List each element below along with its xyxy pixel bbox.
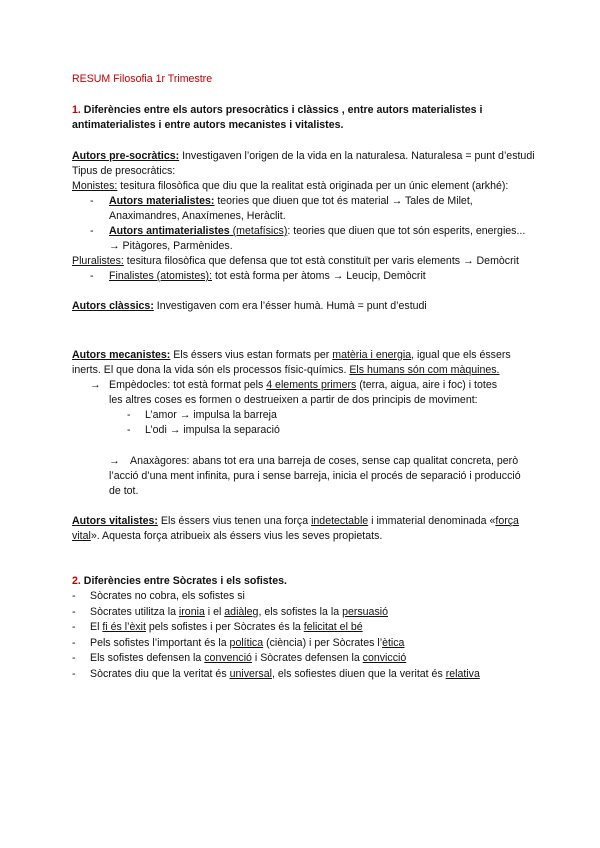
antimaterialistes-text: : teories que diuen que tot són esperits, energies... [287,225,526,237]
empedocles-text-a: Empèdocles: tot està format pels [109,379,267,391]
vitalistes-label: Autors vitalistes: [72,515,158,527]
anaxagores-line2: l’acció d’una ment infinita, pura i sense barreja, inicia el procés de separació i producció [109,470,521,482]
arrow-icon: → [109,455,120,467]
vitalistes-line2 [72,529,382,543]
materialistes-line1 [109,194,473,208]
classics-paragraph [72,299,427,313]
list-item [90,651,406,665]
list-item [90,636,404,650]
list-item [90,605,388,619]
term-fi-exit: fi és l’èxit [102,621,146,633]
section-1-heading [72,103,528,117]
section-2-number: 2. [72,575,81,587]
list-item-text: , els sofiestes diuen que la veritat és [271,668,446,680]
monistes-paragraph [72,179,508,193]
classics-label: Autors clàssics: [72,300,154,312]
term-adialeg: adiàleg [224,606,259,618]
bullet-dash: - [90,270,94,282]
mecanistes-maquines: Els humans són com màquines. [349,364,500,376]
list-item-text: El [90,621,103,633]
materialistes-label: Autors materialistes: [109,195,215,207]
bullet-dash: - [127,424,131,436]
section-2-heading [72,574,287,588]
vitalistes-vital: vital [72,530,91,542]
term-politica: política [229,637,264,649]
presocratics-label: Autors pre-socràtics: [72,150,180,162]
vitalistes-indetectable: indetectable [311,515,369,527]
bullet-dash: - [90,195,94,207]
mecanistes-text-a: Els éssers vius estan formats per [170,349,333,361]
empedocles-line2: les altres coses es formen o destrueixen a partir de dos principis de moviment: [109,394,478,406]
monistes-label: Monistes: [72,180,118,192]
list-item-text: Sòcrates utilitza la [90,606,179,618]
mecanistes-materia-energia: matèria i energia [332,349,412,361]
bullet-dash: - [72,590,76,602]
antimaterialistes-paren: (metafísics) [229,225,288,237]
antimaterialistes-line1 [109,224,525,238]
list-item-text: Pels sofistes l’important és la [90,637,230,649]
bullet-dash: - [127,409,131,421]
list-item-text: Sòcrates diu que la veritat és [90,668,230,680]
vitalistes-text-c: ». Aquesta força atribueix als éssers vius les seves propietats. [90,530,383,542]
bullet-dash: - [72,668,76,680]
mecanistes-label: Autors mecanistes: [72,349,171,361]
list-item-text: Els sofistes defensen la [90,652,205,664]
section-1-heading-line1: Diferències entre els autors presocràtics i clàssics , entre autors materialistes i [83,104,483,116]
term-conviccio: convicció [362,652,407,664]
bullet-dash: - [72,621,76,633]
vitalistes-forca: força [495,515,519,527]
classics-text: Investigaven com era l’ésser humà. Humà = punt d’estudi [153,300,427,312]
list-item [90,667,480,681]
empedocles-elements: 4 elements primers [266,379,357,391]
presocratics-text: Investigaven l’origen de la vida en la naturalesa. Naturalesa = punt d’estudi [179,150,535,162]
section-2-heading-text: Diferències entre Sòcrates i els sofistes. [80,575,287,587]
antimaterialistes-label: Autors antimaterialistes [109,225,230,237]
term-ironia: ironia [178,606,205,618]
term-etica: ètica [382,637,405,649]
term-persuasio: persuasió [342,606,388,618]
list-item-text: i el [204,606,225,618]
odi-item: L’odi → impulsa la separació [145,424,280,436]
document-title: RESUM Filosofia 1r Trimestre [72,73,213,85]
list-item-text: i Sòcrates defensen la [251,652,363,664]
term-relativa: relativa [445,668,480,680]
bullet-dash: - [72,606,76,618]
bullet-dash: - [90,225,94,237]
empedocles-text-b: (terra, aigua, aire i foc) i totes [356,379,498,391]
pluralistes-label: Pluralistes: [72,255,124,267]
materialistes-text: teories que diuen que tot és material → Tales de Milet, [214,195,473,207]
pluralistes-paragraph [72,254,519,268]
vitalistes-text-b: i immaterial denominada « [368,515,496,527]
list-item-text: pels sofistes i per Sòcrates és la [145,621,304,633]
term-convencio: convenció [204,652,252,664]
anaxagores-line1: Anaxàgores: abans tot era una barreja de coses, sense cap qualitat concreta, però [130,455,519,467]
mecanistes-line2 [72,363,500,377]
section-1-heading-line2: antimaterialistes i entre autors mecanistes i vitalistes. [72,119,344,131]
presocratics-paragraph [72,149,535,163]
antimaterialistes-line2: → Pitàgores, Parmènides. [109,240,233,252]
list-item-text: (ciència) i per Sòcrates l’ [263,637,383,649]
empedocles-line1 [109,378,497,392]
amor-item: L’amor → impulsa la barreja [145,409,277,421]
section-1-number: 1. [72,104,81,116]
presocratics-types: Tipus de presocràtics: [72,165,176,177]
list-item: Sòcrates no cobra, els sofistes si [90,590,245,602]
bullet-dash: - [72,652,76,664]
mecanistes-line2-text: inerts. El que dona la vida són els processos físic-químics. [72,364,350,376]
pluralistes-text: tesitura filosòfica que defensa que tot està constituït per varis elements → Demòcrit [123,255,519,267]
finalistes-line [109,269,426,283]
monistes-text: tesitura filosòfica que diu que la realitat està originada per un únic element (arkhé): [117,180,509,192]
list-item [90,620,363,634]
term-universal: universal [229,668,272,680]
vitalistes-text-a: Els éssers vius tenen una força [157,515,312,527]
list-item-text: , els sofistes la la [258,606,343,618]
bullet-dash: - [72,637,76,649]
finalistes-text: tot està forma per àtoms → Leucip, Demòcrit [212,270,426,282]
anaxagores-line3: de tot. [109,485,139,497]
arrow-icon: → [90,379,101,391]
mecanistes-text-b: , igual que els éssers [411,349,511,361]
term-felicitat: felicitat el bé [303,621,363,633]
finalistes-label: Finalistes (atomistes): [109,270,213,282]
mecanistes-line1 [72,348,511,362]
materialistes-line2: Anaximandres, Anaxímenes, Heràclit. [109,210,286,222]
vitalistes-line1 [72,514,519,528]
